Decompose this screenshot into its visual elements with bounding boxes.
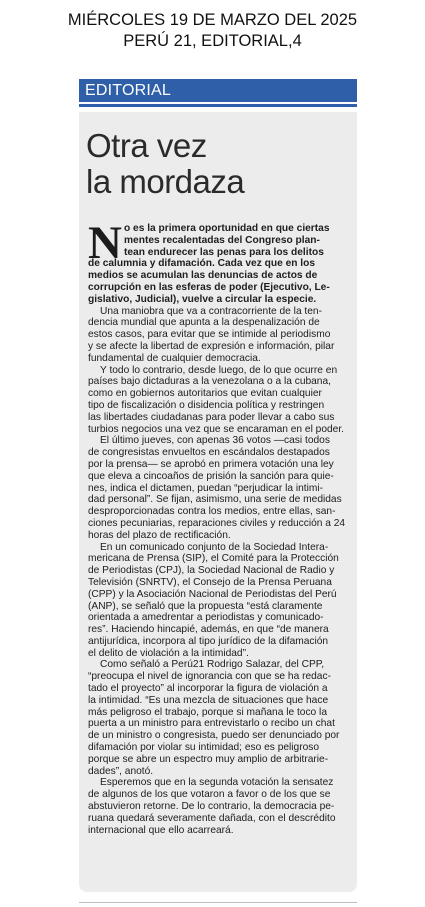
body-line: antijurídica, incorpora al tipo jurídico de la difamación [88,635,329,647]
article-title [86,128,346,200]
body-line: porque se abre un espectro muy amplio de arbitrarie- [88,753,329,765]
body-line: por la prensa— se aprobó en primera votación una ley [88,458,334,470]
body-line: y se afecte la libertad de expresión e información, pilar [88,340,335,352]
body-line: ciones pecuniarias, reparaciones civiles y reducción a 24 [88,517,346,529]
body-paragraphs [88,306,350,837]
body-line: horas del plazo de rectificación. [88,529,231,541]
clipping-header [0,10,425,52]
body-line: dad personal”. Se fijan, asimismo, una serie de medidas [88,494,342,506]
section-label: EDITORIAL [79,79,357,102]
body-line: tado el proyecto” al incorporar la figura de violación a [88,683,328,695]
lead-line: o es la primera oportunidad en que ciertas [124,223,330,234]
source-line: PERÚ 21, EDITORIAL,4 [123,32,302,50]
date-line: MIÉRCOLES 19 DE MARZO DEL 2025 [67,11,358,29]
body-line: ruana quedará severamente dañada, con el descrédito [88,812,336,824]
body-line: desproporcionadas contra los medios, entre ellas, san- [88,506,336,518]
lead-line: mentes recalentadas del Congreso plan- [124,234,320,246]
body-line: el delito de violación a la intimidad”. [88,647,249,659]
body-line: turbios negocios una vez que se encaraman en el poder. [88,423,344,435]
lead-line: corrupción en las esferas de poder (Ejecutivo, Le- [88,281,330,293]
body-line: puerta a un ministro para entrevistarlo o recibo un chat [88,718,335,730]
drop-cap: N [88,217,122,269]
body-line: mericana de Prensa (SIP), el Comité para la Protección [88,553,339,565]
body-line: países bajo dictaduras a la venezolana o a la cubana, [88,376,331,388]
body-line: nes, indica el dictamen, puedan “perjudicar la intimi- [88,482,323,494]
lead-line: de calumnia y difamación. Cada vez que en los [88,258,316,270]
body-line: Una maniobra que va a contracorriente de la ten- [100,305,322,317]
body-line: (CPP) y la Asociación Nacional de Periodistas del Perú [88,588,337,600]
lead-line: medios se acumulan las denuncias de actos de [88,270,318,282]
body-line: de congresistas envueltos en escándalos destapados [88,447,330,459]
body-line: la intimidad. “Es una mezcla de situaciones que hace [88,694,329,706]
body-line: internacional que ello acarreará. [88,824,234,836]
article-body [88,217,350,836]
body-line: abstuvieron retorne. De lo contrario, la democracia pe- [88,801,335,813]
body-line: Y todo lo contrario, desde luego, de lo que ocurre en [100,364,338,376]
body-line: dencia mundial que apunta a la despenalización de [88,317,320,329]
section-rule [79,104,357,107]
body-line: orientada a amedrentar a periodistas y comunicado- [88,612,324,624]
body-line: de algunos de los que votaron a favor o de los que se [88,789,331,801]
body-line: las libertades ciudadanas para poder llevar a cabo sus [88,411,335,423]
body-line: más peligroso el trabajo, porque si mañana le toco la [88,706,327,718]
body-line: de Periodistas (CPJ), la Sociedad Nacional de Radio y [88,565,335,577]
bottom-rule [79,902,357,903]
body-line: difamación por violar su intimidad; eso es peligroso [88,742,320,754]
body-line: Televisión (SNRTV), el Consejo de la Prensa Peruana [88,576,332,588]
lead-line: gislativo, Judicial), vuelve a circular la especie. [88,293,317,305]
lead-paragraph [88,217,350,306]
body-line: fundamental de cualquier democracia. [88,352,261,364]
lead-line: tean endurecer las penas para los delitos [124,246,324,258]
body-line: que eleva a cincoaños de prisión la sanción para quie- [88,470,334,482]
body-line: (ANP), se señaló que la propuesta “está claramente [88,600,323,612]
body-line: estos casos, para evitar que se intimide al periodismo [88,329,331,341]
body-line: como en gobiernos autoritarios que evitan cualquier [88,388,322,400]
body-line: res”. Haciendo hincapié, además, en que “de manera [88,624,329,636]
body-line: En un comunicado conjunto de la Sociedad Intera- [100,541,329,553]
body-line: “preocupa el nivel de ignorancia con que se ha redac- [88,671,331,683]
body-line: El último jueves, con apenas 36 votos —casi todos [100,435,330,447]
body-line: Esperemos que en la segunda votación la sensatez [100,777,334,789]
body-line: dades”, anotó. [88,765,154,777]
body-line: de un ministro o congresista, puedo ser denunciado por [88,730,340,742]
title-line-2: la mordaza [86,163,245,200]
body-line: tipo de fiscalización o disidencia política y restringen [88,399,325,411]
body-line: Como señaló a Perú21 Rodrigo Salazar, del CPP, [100,659,325,671]
title-line-1: Otra vez [86,127,207,164]
